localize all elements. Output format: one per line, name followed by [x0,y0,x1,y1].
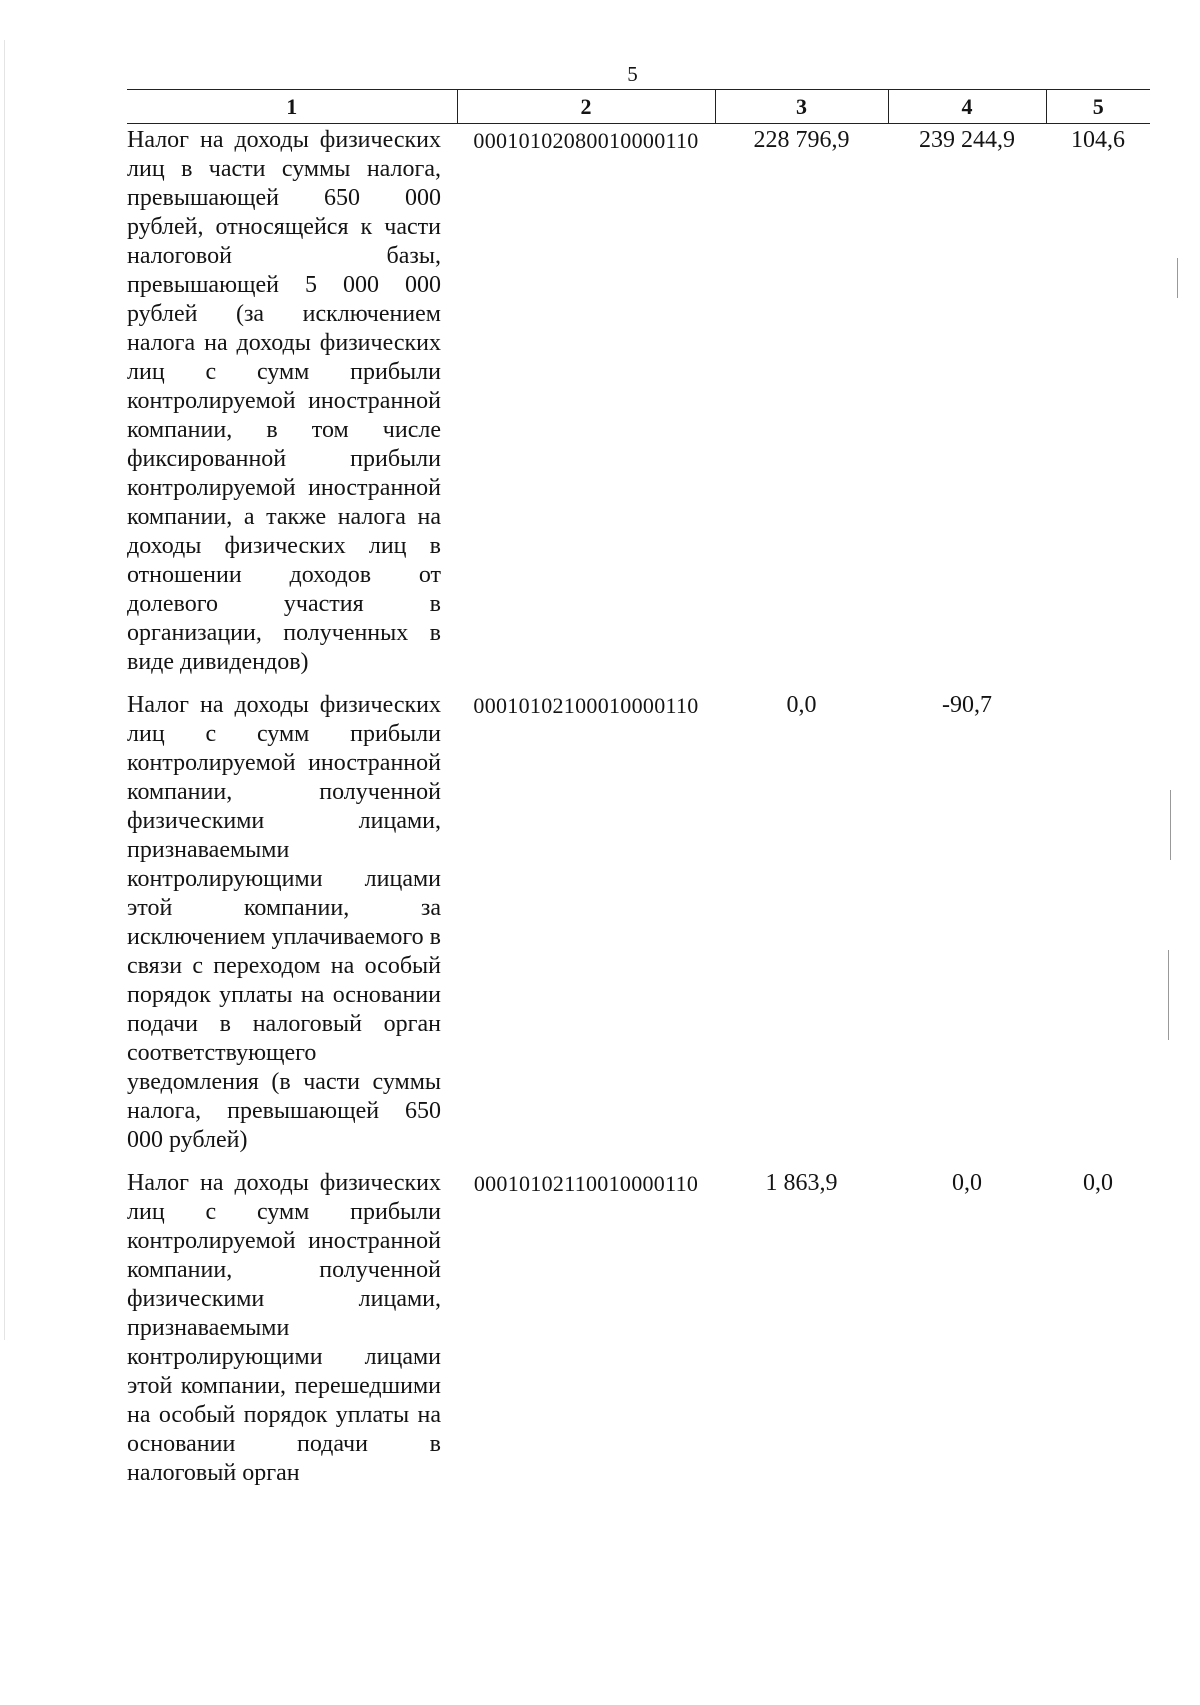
scan-artifact [1177,258,1178,298]
column-header-3: 3 [715,90,888,124]
row-description: Налог на доходы физических лиц в части суммы налога, превышающей 650 000 рублей, относящейся к части налоговой базы, превышающей 5 000 000 рублей (за исключением налога на доходы физических лиц с сумм прибыли контролируемой иностранной компании, в том числе фиксированной прибыли контролируемой иностранной компании, а также налога на доходы физических лиц в отношении доходов от долевого участия в организации, полученных в виде дивидендов) [127,127,441,675]
row-value-col4: 239 244,9 [919,127,1015,153]
row-description: Налог на доходы физических лиц с сумм прибыли контролируемой иностранной компании, полученной физическими лицами, признаваемыми контролирующими лицами этой компании, за исключением уплачиваемого в связи с переходом на особый порядок уплаты на основании подачи в налоговый орган соответствующего уведомления (в части суммы налога, превышающей 650 000 рублей) [127,692,441,1153]
row-value-col3: 0,0 [786,692,817,718]
scan-artifact [1170,790,1171,860]
page-number: 5 [627,62,638,86]
table-row [127,1169,1150,1502]
column-header-5: 5 [1046,90,1150,124]
row-budget-code: 00010102100010000110 [473,693,699,718]
column-header-4: 4 [888,90,1046,124]
row-value-col3: 1 863,9 [765,1170,838,1196]
table-header-row [127,90,1150,124]
row-value-col4: -90,7 [942,692,992,718]
row-value-col5: 0,0 [1083,1170,1113,1196]
table-row [127,124,1150,692]
row-value-col3: 228 796,9 [753,127,850,153]
column-header-1: 1 [127,90,457,124]
row-description: Налог на доходы физических лиц с сумм прибыли контролируемой иностранной компании, полученной физическими лицами, признаваемыми контролирующими лицами этой компании, перешедшими на особый порядок уплаты на основании подачи в налоговый орган [127,1170,441,1486]
table-row [127,691,1150,1169]
row-value-col4: 0,0 [952,1170,982,1196]
budget-revenue-table [127,89,1150,1502]
column-header-2: 2 [457,90,715,124]
row-budget-code: 00010102110010000110 [473,1171,699,1196]
scan-artifact [4,40,5,1340]
row-value-col5: 104,6 [1071,127,1125,153]
row-budget-code: 00010102080010000110 [473,128,699,153]
row-value-col5 [1046,691,1150,1169]
scan-artifact [1168,950,1169,1040]
